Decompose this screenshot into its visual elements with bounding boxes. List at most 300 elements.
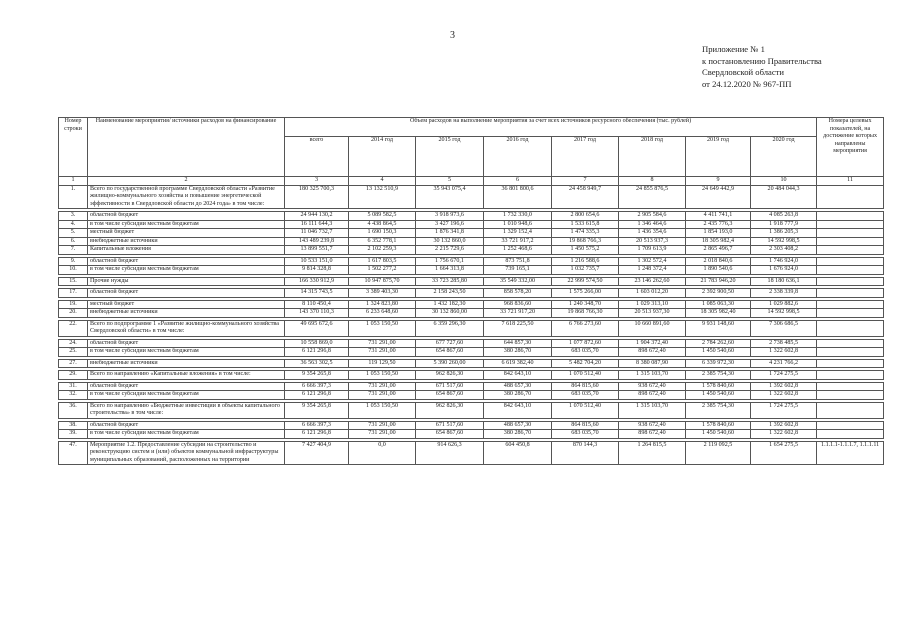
value-cell: 1 533 615,8 [552, 220, 619, 229]
value-cell: 842 643,10 [484, 371, 552, 380]
value-cell: 49 695 672,6 [285, 320, 349, 336]
value-cell: 3 389 403,30 [349, 289, 416, 298]
table-row [59, 320, 884, 336]
row-number: 4. [59, 220, 88, 229]
column-index: 6 [484, 177, 552, 186]
value-cell: 18 305 982,4 [686, 237, 751, 246]
value-cell: 2 800 654,6 [552, 212, 619, 221]
value-cell: 1 248 372,4 [619, 266, 686, 275]
value-cell: 1 392 602,8 [751, 382, 817, 391]
appendix-line: Свердловской области [702, 67, 785, 77]
value-cell: 1 029 313,10 [619, 300, 686, 309]
row-name: областной бюджет [88, 289, 285, 298]
target-cell [817, 402, 884, 418]
value-cell: 7 306 686,5 [751, 320, 817, 336]
value-cell: 914 626,3 [416, 441, 484, 465]
value-cell: 19 868 766,3 [552, 237, 619, 246]
header-total: всего [285, 137, 349, 177]
target-cell [817, 359, 884, 368]
value-cell: 1 432 182,30 [416, 300, 484, 309]
value-cell: 35 549 332,00 [484, 277, 552, 286]
value-cell: 2 738 485,5 [751, 339, 817, 348]
column-index: 4 [349, 177, 416, 186]
row-name: местный бюджет [88, 300, 285, 309]
value-cell: 1 746 924,0 [751, 257, 817, 266]
table-row [59, 421, 884, 430]
value-cell: 10 533 151,0 [285, 257, 349, 266]
value-cell: 14 592 998,5 [751, 309, 817, 318]
value-cell: 1 315 103,70 [619, 402, 686, 418]
table-body [59, 185, 884, 465]
value-cell: 6 766 273,60 [552, 320, 619, 336]
value-cell: 4 231 766,2 [751, 359, 817, 368]
value-cell: 604 450,8 [484, 441, 552, 465]
value-cell: 488 657,30 [484, 421, 552, 430]
row-number: 31. [59, 382, 88, 391]
target-cell [817, 220, 884, 229]
value-cell: 1 756 670,1 [416, 257, 484, 266]
value-cell: 644 857,30 [484, 339, 552, 348]
value-cell: 380 286,70 [484, 430, 552, 439]
target-cell [817, 289, 884, 298]
value-cell: 683 035,70 [552, 348, 619, 357]
value-cell: 1 854 193,0 [686, 229, 751, 238]
row-name: внебюджетные источники [88, 309, 285, 318]
value-cell: 1 240 348,70 [552, 300, 619, 309]
target-cell [817, 371, 884, 380]
value-cell: 1 029 882,6 [751, 300, 817, 309]
row-number: 15. [59, 277, 88, 286]
value-cell: 962 826,30 [416, 371, 484, 380]
value-cell: 731 291,00 [349, 430, 416, 439]
header-row-number: Номер строки [59, 118, 88, 177]
target-cell [817, 382, 884, 391]
value-cell: 898 672,40 [619, 391, 686, 400]
row-name: внебюджетные источники [88, 237, 285, 246]
value-cell: 731 291,00 [349, 348, 416, 357]
column-index-row [59, 177, 884, 186]
value-cell: 654 867,60 [416, 430, 484, 439]
value-cell: 10 660 891,60 [619, 320, 686, 336]
row-name: областной бюджет [88, 339, 285, 348]
value-cell: 1 690 150,3 [349, 229, 416, 238]
value-cell: 1 010 948,6 [484, 220, 552, 229]
value-cell: 1 732 330,0 [484, 212, 552, 221]
value-cell: 1 315 103,70 [619, 371, 686, 380]
value-cell: 6 339 972,30 [686, 359, 751, 368]
row-name: областной бюджет [88, 212, 285, 221]
value-cell: 1 676 924,0 [751, 266, 817, 275]
column-index: 7 [552, 177, 619, 186]
target-cell [817, 421, 884, 430]
value-cell: 898 672,40 [619, 430, 686, 439]
value-cell: 5 089 582,5 [349, 212, 416, 221]
value-cell: 1 386 205,3 [751, 229, 817, 238]
table-row [59, 185, 884, 209]
value-cell: 1 876 341,8 [416, 229, 484, 238]
table-row [59, 266, 884, 275]
value-cell: 35 943 075,4 [416, 185, 484, 209]
value-cell: 1 346 464,6 [619, 220, 686, 229]
value-cell: 1 654 275,5 [751, 441, 817, 465]
value-cell: 2 385 754,30 [686, 402, 751, 418]
row-name: в том числе субсидии местным бюджетам [88, 348, 285, 357]
value-cell: 654 867,60 [416, 348, 484, 357]
header-expenses: Объем расходов на выполнение мероприятия за счет всех источников ресурсного обеспечения (тыс. рублей) [285, 118, 817, 137]
value-cell: 21 783 946,20 [686, 277, 751, 286]
value-cell: 1 918 777,9 [751, 220, 817, 229]
value-cell: 683 035,70 [552, 391, 619, 400]
value-cell: 1 502 277,2 [349, 266, 416, 275]
value-cell: 0,0 [349, 441, 416, 465]
value-cell: 1 070 512,40 [552, 371, 619, 380]
value-cell: 36 801 800,6 [484, 185, 552, 209]
value-cell: 1 216 588,6 [552, 257, 619, 266]
value-cell: 2 385 754,30 [686, 371, 751, 380]
value-cell: 1 450 540,60 [686, 430, 751, 439]
page-number: 3 [450, 30, 455, 41]
value-cell: 13 899 551,7 [285, 246, 349, 255]
target-cell [817, 185, 884, 209]
value-cell: 1 032 735,7 [552, 266, 619, 275]
row-name: в том числе субсидии местным бюджетам [88, 266, 285, 275]
column-index: 1 [59, 177, 88, 186]
header-year: 2019 год [686, 137, 751, 177]
value-cell: 8 110 450,4 [285, 300, 349, 309]
value-cell: 5 482 704,20 [552, 359, 619, 368]
header-name: Наименование мероприятия/ источники расходов на финансирование [88, 118, 285, 177]
value-cell: 9 814 328,8 [285, 266, 349, 275]
value-cell: 2 865 496,7 [686, 246, 751, 255]
value-cell: 380 286,70 [484, 391, 552, 400]
appendix-line: от 24.12.2020 № 967-ПП [702, 78, 792, 89]
table-row [59, 229, 884, 238]
value-cell: 143 370 110,3 [285, 309, 349, 318]
target-cell [817, 391, 884, 400]
appendix-title: Приложение № 1 [702, 44, 765, 54]
row-name: Всего по подпрограмме 1 «Развитие жилищно-коммунального хозяйства Свердловской области» в том числе: [88, 320, 285, 336]
target-cell [817, 266, 884, 275]
table-row [59, 289, 884, 298]
value-cell: 1 664 313,8 [416, 266, 484, 275]
target-cell [817, 300, 884, 309]
value-cell: 968 836,60 [484, 300, 552, 309]
row-number: 1. [59, 185, 88, 209]
row-name: в том числе субсидии местным бюджетам [88, 220, 285, 229]
row-name: Прочие нужды [88, 277, 285, 286]
row-number: 24. [59, 339, 88, 348]
row-number: 38. [59, 421, 88, 430]
value-cell: 20 513 937,3 [619, 237, 686, 246]
value-cell: 677 727,60 [416, 339, 484, 348]
row-name: в том числе субсидии местным бюджетам [88, 391, 285, 400]
value-cell: 24 649 442,9 [686, 185, 751, 209]
value-cell: 22 999 574,50 [552, 277, 619, 286]
value-cell: 739 165,1 [484, 266, 552, 275]
column-index: 3 [285, 177, 349, 186]
value-cell: 30 132 860,0 [416, 237, 484, 246]
value-cell: 2 392 900,50 [686, 289, 751, 298]
value-cell: 1 322 602,8 [751, 430, 817, 439]
value-cell: 2 102 259,3 [349, 246, 416, 255]
header-targets: Номера целевых показателей, на достижение которых направлены мероприятия [817, 118, 884, 177]
row-number: 47. [59, 441, 88, 465]
column-index: 9 [686, 177, 751, 186]
value-cell: 36 563 302,5 [285, 359, 349, 368]
row-name: местный бюджет [88, 229, 285, 238]
value-cell: 962 826,30 [416, 402, 484, 418]
value-cell: 1 450 575,2 [552, 246, 619, 255]
row-name: в том числе субсидии местным бюджетам [88, 430, 285, 439]
value-cell: 1 578 840,60 [686, 382, 751, 391]
value-cell: 864 815,60 [552, 421, 619, 430]
value-cell: 1 053 150,50 [349, 402, 416, 418]
value-cell: 1 322 602,8 [751, 391, 817, 400]
table-row [59, 382, 884, 391]
target-cell [817, 309, 884, 318]
value-cell: 11 046 732,7 [285, 229, 349, 238]
table-row [59, 257, 884, 266]
header-year: 2015 год [416, 137, 484, 177]
value-cell: 3 918 973,6 [416, 212, 484, 221]
row-name: Всего по направлению «Бюджетные инвестиции в объекты капитального строительства» в том числе: [88, 402, 285, 418]
budget-table [58, 117, 884, 465]
value-cell: 143 489 239,8 [285, 237, 349, 246]
value-cell: 24 944 130,2 [285, 212, 349, 221]
value-cell: 864 815,60 [552, 382, 619, 391]
column-index: 2 [88, 177, 285, 186]
value-cell: 33 721 917,20 [484, 309, 552, 318]
value-cell: 1 053 150,50 [349, 320, 416, 336]
value-cell: 731 291,00 [349, 339, 416, 348]
row-name: областной бюджет [88, 257, 285, 266]
value-cell: 119 129,50 [349, 359, 416, 368]
appendix-block [702, 44, 822, 90]
value-cell: 2 338 339,8 [751, 289, 817, 298]
value-cell: 671 517,60 [416, 421, 484, 430]
value-cell: 33 721 917,2 [484, 237, 552, 246]
target-cell [817, 430, 884, 439]
target-cell [817, 237, 884, 246]
row-number: 19. [59, 300, 88, 309]
table-row [59, 402, 884, 418]
table-row [59, 348, 884, 357]
row-number: 17. [59, 289, 88, 298]
value-cell: 1 709 613,9 [619, 246, 686, 255]
value-cell: 654 867,60 [416, 391, 484, 400]
value-cell: 2 018 840,6 [686, 257, 751, 266]
row-name: внебюджетные источники [88, 359, 285, 368]
table-row [59, 371, 884, 380]
target-cell [817, 246, 884, 255]
table-row [59, 339, 884, 348]
target-cell [817, 339, 884, 348]
value-cell: 842 643,10 [484, 402, 552, 418]
table-row [59, 212, 884, 221]
value-cell: 6 233 648,60 [349, 309, 416, 318]
value-cell: 2 435 776,3 [686, 220, 751, 229]
header-year: 2020 год [751, 137, 817, 177]
target-cell [817, 229, 884, 238]
row-number: 39. [59, 430, 88, 439]
row-number: 36. [59, 402, 88, 418]
value-cell: 683 035,70 [552, 430, 619, 439]
value-cell: 671 517,60 [416, 382, 484, 391]
target-cell: 1.1.1.1-1.1.1.7, 1.1.1.11 [817, 441, 884, 465]
column-index: 8 [619, 177, 686, 186]
value-cell: 1 070 512,40 [552, 402, 619, 418]
value-cell: 20 484 044,3 [751, 185, 817, 209]
value-cell: 10 947 875,70 [349, 277, 416, 286]
value-cell: 1 053 150,50 [349, 371, 416, 380]
value-cell: 16 111 644,3 [285, 220, 349, 229]
value-cell: 6 619 382,40 [484, 359, 552, 368]
table-row [59, 277, 884, 286]
value-cell: 488 657,30 [484, 382, 552, 391]
value-cell: 4 085 263,8 [751, 212, 817, 221]
header-year: 2016 год [484, 137, 552, 177]
table-row [59, 430, 884, 439]
row-number: 3. [59, 212, 88, 221]
row-name: Всего по государственной программе Свердловской области «Развитие жилищно-коммунального хозяйства и повышение энергетической эффективности в Свердловской области до 2024 года» в том числе: [88, 185, 285, 209]
value-cell: 7 427 404,9 [285, 441, 349, 465]
value-cell: 6 666 397,3 [285, 382, 349, 391]
value-cell: 6 359 296,30 [416, 320, 484, 336]
value-cell: 13 132 510,9 [349, 185, 416, 209]
value-cell: 380 286,70 [484, 348, 552, 357]
row-name: Мероприятие 1.2. Предоставление субсидии на строительство и реконструкцию систем и (или) объектов коммунальной инфраструктуры муниципальных образований, расположенных на территории [88, 441, 285, 465]
target-cell [817, 348, 884, 357]
value-cell: 938 672,40 [619, 421, 686, 430]
value-cell: 1 575 266,00 [552, 289, 619, 298]
value-cell: 1 085 063,30 [686, 300, 751, 309]
row-number: 27. [59, 359, 88, 368]
value-cell: 1 436 354,6 [619, 229, 686, 238]
value-cell: 6 121 296,8 [285, 430, 349, 439]
row-name: областной бюджет [88, 421, 285, 430]
value-cell: 2 905 584,6 [619, 212, 686, 221]
header-year: 2018 год [619, 137, 686, 177]
value-cell: 19 868 766,30 [552, 309, 619, 318]
value-cell: 2 784 262,60 [686, 339, 751, 348]
value-cell: 5 390 260,00 [416, 359, 484, 368]
value-cell: 1 264 815,5 [619, 441, 686, 465]
value-cell: 1 252 468,6 [484, 246, 552, 255]
column-index: 11 [817, 177, 884, 186]
value-cell: 2 158 243,50 [416, 289, 484, 298]
row-number: 29. [59, 371, 88, 380]
value-cell: 1 578 840,60 [686, 421, 751, 430]
value-cell: 1 724 275,5 [751, 371, 817, 380]
target-cell [817, 277, 884, 286]
value-cell: 1 322 602,8 [751, 348, 817, 357]
value-cell: 1 890 540,6 [686, 266, 751, 275]
value-cell: 2 215 729,6 [416, 246, 484, 255]
value-cell: 7 618 225,50 [484, 320, 552, 336]
row-number: 20. [59, 309, 88, 318]
value-cell: 898 672,40 [619, 348, 686, 357]
value-cell: 3 427 196,6 [416, 220, 484, 229]
value-cell: 9 931 148,60 [686, 320, 751, 336]
table-row [59, 220, 884, 229]
row-number: 32. [59, 391, 88, 400]
value-cell: 1 324 823,80 [349, 300, 416, 309]
value-cell: 33 723 285,80 [416, 277, 484, 286]
value-cell: 30 132 860,00 [416, 309, 484, 318]
value-cell: 6 121 296,8 [285, 391, 349, 400]
column-index: 5 [416, 177, 484, 186]
value-cell: 1 474 335,3 [552, 229, 619, 238]
value-cell: 6 121 296,8 [285, 348, 349, 357]
value-cell: 14 592 998,5 [751, 237, 817, 246]
table-row [59, 300, 884, 309]
table-row [59, 441, 884, 465]
table-row [59, 309, 884, 318]
value-cell: 938 672,40 [619, 382, 686, 391]
value-cell: 4 411 741,1 [686, 212, 751, 221]
table-row [59, 246, 884, 255]
value-cell: 14 315 743,5 [285, 289, 349, 298]
value-cell: 10 558 869,0 [285, 339, 349, 348]
value-cell: 731 291,00 [349, 391, 416, 400]
appendix-line: к постановлению Правительства [702, 55, 822, 66]
header-year: 2014 год [349, 137, 416, 177]
value-cell: 731 291,00 [349, 421, 416, 430]
row-number: 22. [59, 320, 88, 336]
value-cell: 1 329 152,4 [484, 229, 552, 238]
row-number: 5. [59, 229, 88, 238]
table-row [59, 391, 884, 400]
value-cell: 1 302 572,4 [619, 257, 686, 266]
value-cell: 1 904 372,40 [619, 339, 686, 348]
value-cell: 6 666 397,3 [285, 421, 349, 430]
value-cell: 1 617 803,5 [349, 257, 416, 266]
value-cell: 1 392 602,8 [751, 421, 817, 430]
column-index: 10 [751, 177, 817, 186]
value-cell: 4 438 864,5 [349, 220, 416, 229]
value-cell: 870 144,3 [552, 441, 619, 465]
value-cell: 18 305 982,40 [686, 309, 751, 318]
value-cell: 8 380 087,90 [619, 359, 686, 368]
target-cell [817, 212, 884, 221]
row-number: 25. [59, 348, 88, 357]
row-name: областной бюджет [88, 382, 285, 391]
row-number: 6. [59, 237, 88, 246]
row-number: 7. [59, 246, 88, 255]
target-cell [817, 257, 884, 266]
value-cell: 180 325 700,3 [285, 185, 349, 209]
value-cell: 23 146 262,60 [619, 277, 686, 286]
value-cell: 6 352 778,1 [349, 237, 416, 246]
value-cell: 873 751,8 [484, 257, 552, 266]
value-cell: 1 450 540,60 [686, 391, 751, 400]
value-cell: 1 077 872,60 [552, 339, 619, 348]
value-cell: 858 578,20 [484, 289, 552, 298]
value-cell: 24 458 949,7 [552, 185, 619, 209]
value-cell: 1 450 540,60 [686, 348, 751, 357]
value-cell: 24 855 876,5 [619, 185, 686, 209]
value-cell: 9 354 265,8 [285, 371, 349, 380]
row-number: 10. [59, 266, 88, 275]
table-row [59, 359, 884, 368]
value-cell: 731 291,00 [349, 382, 416, 391]
value-cell: 166 330 912,9 [285, 277, 349, 286]
value-cell: 18 180 636,1 [751, 277, 817, 286]
value-cell: 2 303 408,2 [751, 246, 817, 255]
value-cell: 1 724 275,5 [751, 402, 817, 418]
value-cell: 1 603 012,20 [619, 289, 686, 298]
target-cell [817, 320, 884, 336]
